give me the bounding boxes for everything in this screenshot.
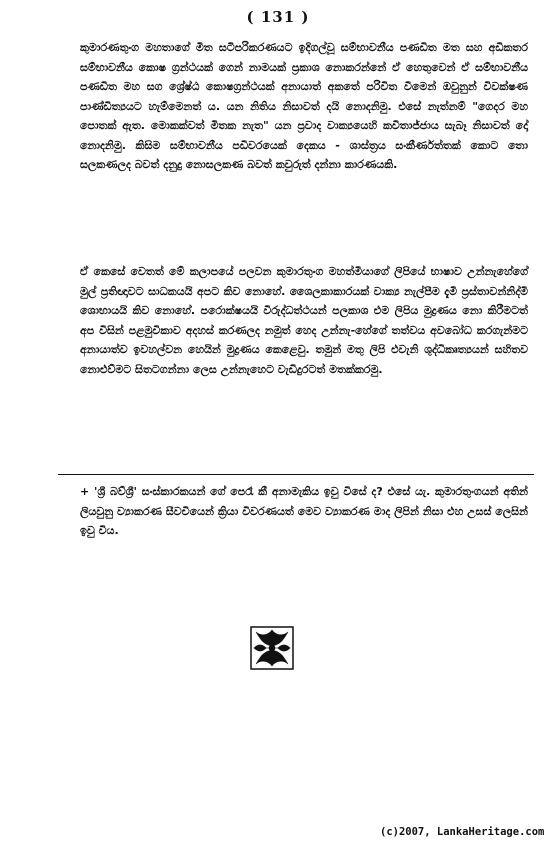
- body-paragraph-2: ඒ කෙසේ වෙතත් මේ කලාපයේ පලවන කුමාරතුංග මහත්මියාගේ ලිපියේ භාෂාව උන්නැහේගේ මුල් ප්‍රතිඥාවට සාධකයයි අපට කිව නොහේ. ශෛලකාකාරයක් වාක්‍ය නැල්පීම දැමී ප්‍රස්තාවන්නිද්මි ශොභායයි කිව නොහේ. පරොක්ෂයයි විරුද්ධත්ථයන් පලකාශ එම ලිපිය මුද්‍රණය නො කිරීමටත් අප විසින් පළමුවිකාව අදහස් කරණලද නමුත් හෙද උන්නැ-හේගේ තත්වය අවබෝධ කරගැන්මට අනායාත්ව ඉවහල්වන හෙයින් මුද්‍රණය කෙළෙවු. තමුන් මතු ලිපි එවැනි ශුද්ධිකෘත්‍යයන් සහිතව නොඑව්මට සිතටගන්නා ලෙස උන්නැහෙට වැඩිදුරටත් මතක්කරමු.: [80, 265, 528, 376]
- page-number: ( 131 ): [246, 8, 310, 26]
- footnote-text: + 'ශ්‍රී බව්ශ්‍රී' සංස්කාරකයන් ගේ පෙරෑ කී අනාමැකිය ඉවු විසේ ද? එසේ යැ. කුමාරතුංගයන් අතින් ලියවුනු ව්‍යාකරණ සීවචියෙන් ක්‍රියා විවරණයත් මෙව ව්‍යාකරණ මාද ලිපින් නිසා එහ උසස් ලෙසින් ඉවු විය.: [80, 485, 528, 537]
- footnote-divider: [58, 474, 534, 475]
- copyright-footer: (c)2007, LankaHeritage.com: [380, 826, 545, 838]
- body-paragraph-1: කුමාරණතුංග මහතාගේ මිත සටිපරිකරණයට ඉදිගල්වූ සම්භාවනීය පණඩිත මත සහ අඩිකතර සම්භාවනීය කොෂ ග්‍රන්ථයක් ගෙන් නාමයක් ප්‍රකාශ නොකරන්නේ ඒ හෙතුවෙන් ඒ සම්භාවනීය පණඩිත මහ සග ශ්‍රේෂ්ඨ කොෂග්‍රන්ථයක් අනායාත් අකතේ පරිවිත වීමෙන් ඔවුනුන් විවක්ෂණ පාණ්ඩිත්‍යයට හැම්මෙනත් ය. යන නිතිය නිසාවත් දයි නොදනිමු. එසේ නැත්නම් "ගෙදර මහ පොතක් ඇත. මොකක්වත් මිතක නැත" යන ප්‍රවාද වාක්‍යයෙහි කවිතාජ්ජාය සැබෑ නිසාවත් දෝ නොදනිමු. කිසිම සම්භාවනීය පඩිවරයෙක් දෙකය - ශාස්ත්‍රය සංකීර්ණත්තක් කොට තො සලකණලද බවත් දනුදු නොසලකණ බවත් කවුරුත් දන්නා කාරණයකි.: [80, 41, 528, 171]
- floral-ornament-icon: [250, 626, 294, 670]
